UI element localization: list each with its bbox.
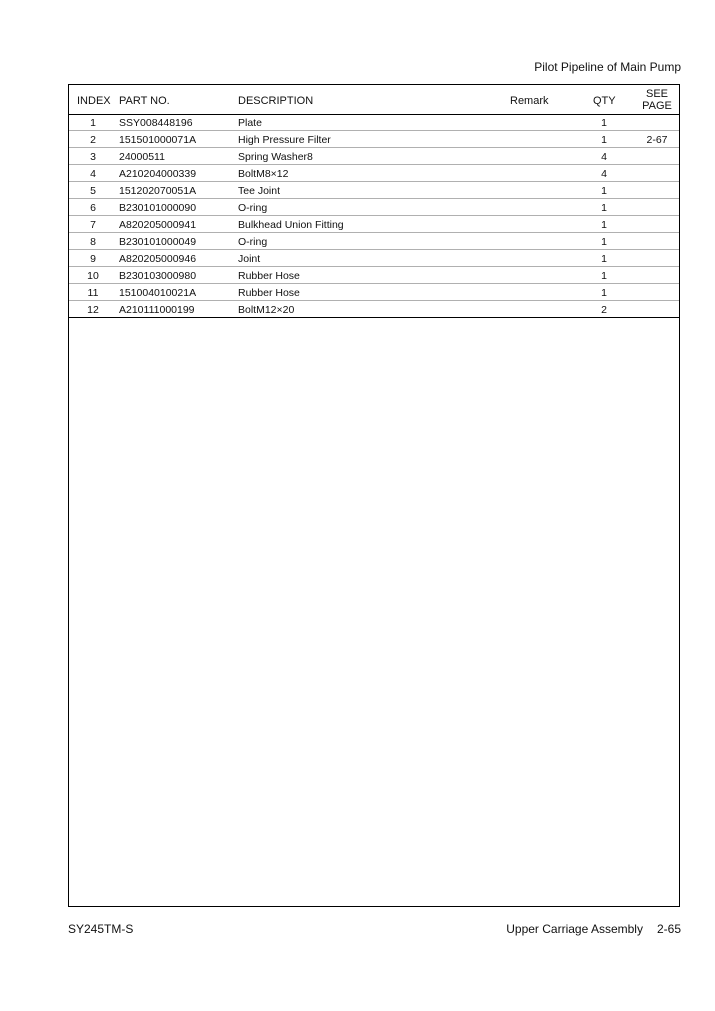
col-header-index: INDEX (77, 95, 111, 107)
col-header-remark: Remark (510, 95, 549, 107)
cell-description: Spring Washer8 (238, 151, 313, 163)
cell-qty: 1 (601, 185, 607, 197)
cell-description: BoltM8×12 (238, 168, 289, 180)
cell-description: BoltM12×20 (238, 304, 295, 316)
cell-part-no: A210111000199 (119, 304, 195, 316)
parts-table (68, 84, 680, 907)
table-row (69, 267, 679, 284)
table-row (69, 233, 679, 250)
cell-description: Joint (238, 253, 261, 265)
cell-qty: 1 (601, 202, 607, 214)
cell-qty: 1 (601, 236, 607, 248)
cell-qty: 1 (601, 134, 607, 146)
cell-part-no: 151202070051A (119, 185, 197, 197)
cell-index: 2 (90, 134, 96, 146)
cell-index: 7 (90, 219, 96, 231)
col-header-description: DESCRIPTION (238, 95, 314, 107)
cell-index: 8 (90, 236, 96, 248)
cell-part-no: 151501000071A (119, 134, 197, 146)
cell-part-no: B230101000049 (119, 236, 197, 248)
cell-part-no: A820205000946 (119, 253, 197, 265)
col-header-qty: QTY (593, 95, 616, 107)
cell-part-no: 151004010021A (119, 287, 197, 299)
table-row (69, 182, 679, 199)
table-row (69, 114, 679, 131)
cell-description: Rubber Hose (238, 287, 300, 299)
cell-qty: 4 (601, 151, 607, 163)
col-header-part-no: PART NO. (119, 95, 170, 107)
table-row (69, 250, 679, 267)
footer-section-page (506, 922, 681, 936)
cell-part-no: B230101000090 (119, 202, 197, 214)
cell-description: O-ring (238, 236, 268, 248)
row-divider (69, 317, 679, 318)
table-row (69, 284, 679, 301)
cell-description: Bulkhead Union Fitting (238, 219, 344, 231)
cell-description: O-ring (238, 202, 268, 214)
cell-qty: 1 (601, 117, 607, 129)
cell-index: 5 (90, 185, 96, 197)
cell-description: Plate (238, 117, 262, 129)
footer-section: Upper Carriage Assembly (506, 922, 643, 936)
cell-part-no: 24000511 (119, 151, 165, 163)
cell-index: 6 (90, 202, 96, 214)
cell-part-no: SSY008448196 (119, 117, 193, 129)
cell-qty: 1 (601, 287, 607, 299)
cell-part-no: A210204000339 (119, 168, 197, 180)
page-header-title: Pilot Pipeline of Main Pump (534, 60, 681, 74)
cell-qty: 1 (601, 219, 607, 231)
table-row (69, 199, 679, 216)
cell-description: Tee Joint (238, 185, 281, 197)
cell-qty: 1 (601, 270, 607, 282)
cell-see-page: 2-67 (646, 134, 668, 146)
cell-description: High Pressure Filter (238, 134, 331, 146)
cell-qty: 4 (601, 168, 607, 180)
table-row (69, 148, 679, 165)
cell-qty: 2 (601, 304, 607, 316)
cell-index: 9 (90, 253, 96, 265)
cell-index: 12 (87, 304, 99, 316)
col-header-see-line1: SEE (645, 88, 668, 100)
table-row (69, 216, 679, 233)
cell-index: 4 (90, 168, 96, 180)
table-row (69, 301, 679, 318)
cell-index: 11 (87, 287, 99, 299)
cell-index: 10 (87, 270, 99, 282)
cell-index: 3 (90, 151, 96, 163)
table-row (69, 165, 679, 182)
cell-description: Rubber Hose (238, 270, 300, 282)
cell-part-no: A820205000941 (119, 219, 197, 231)
cell-index: 1 (90, 117, 96, 129)
cell-part-no: B230103000980 (119, 270, 197, 282)
footer-model: SY245TM-S (68, 922, 134, 936)
footer-page-number: 2-65 (656, 922, 681, 936)
cell-qty: 1 (601, 253, 607, 265)
col-header-see-line2: PAGE (642, 100, 672, 112)
table-row (69, 131, 679, 148)
col-header-see-page (635, 88, 679, 112)
